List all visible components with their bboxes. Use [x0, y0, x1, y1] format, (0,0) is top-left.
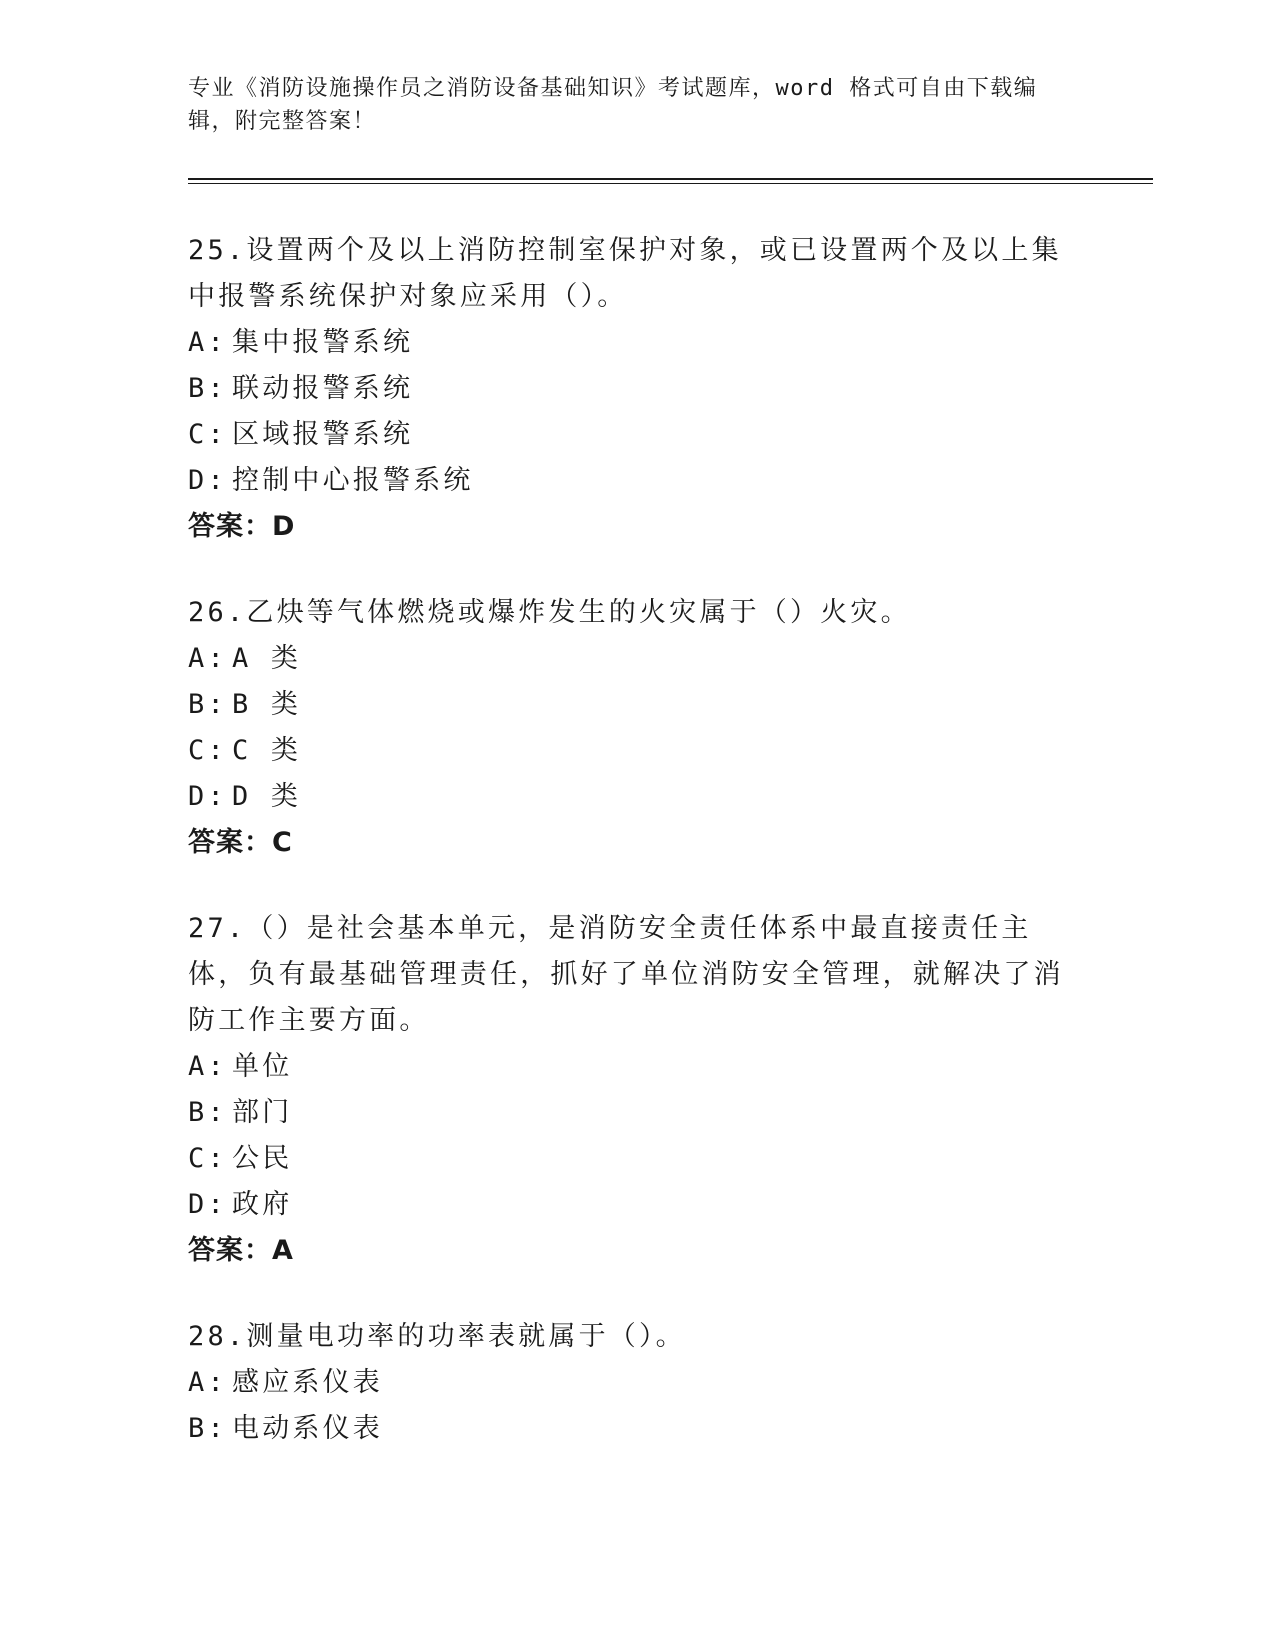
question-26 — [188, 590, 1088, 866]
option-label: C: — [188, 735, 227, 766]
option-text: D 类 — [232, 781, 302, 812]
option-a — [188, 636, 1088, 682]
header-divider-thin — [188, 183, 1153, 184]
option-c — [188, 728, 1088, 774]
option-b — [188, 366, 1088, 412]
option-b — [188, 1406, 1088, 1452]
option-a — [188, 1044, 1088, 1090]
option-label: A: — [188, 643, 227, 674]
question-27 — [188, 906, 1088, 1274]
option-d — [188, 458, 1088, 504]
question-text: 27.（）是社会基本单元，是消防安全责任体系中最直接责任主体，负有最基础管理责任，抓好了单位消防安全管理，就解决了消防工作主要方面。 — [188, 913, 1064, 1036]
answer: 答案：D — [188, 511, 296, 542]
option-label: B: — [188, 373, 227, 404]
option-label: D: — [188, 1189, 227, 1220]
option-label: C: — [188, 419, 227, 450]
option-label: B: — [188, 689, 227, 720]
option-label: A: — [188, 1367, 227, 1398]
option-label: A: — [188, 1051, 227, 1082]
question-25 — [188, 228, 1088, 550]
option-text: 区域报警系统 — [232, 419, 414, 450]
option-b — [188, 682, 1088, 728]
document-header — [188, 72, 1068, 138]
option-text: 感应系仪表 — [232, 1367, 383, 1398]
option-text: 政府 — [232, 1189, 293, 1220]
header-line-1: 专业《消防设施操作员之消防设备基础知识》考试题库，word 格式可自由下载编 — [188, 76, 1038, 101]
option-text: 部门 — [232, 1097, 293, 1128]
option-a — [188, 320, 1088, 366]
question-text: 26.乙炔等气体燃烧或爆炸发生的火灾属于（）火灾。 — [188, 597, 911, 628]
question-text: 25.设置两个及以上消防控制室保护对象，或已设置两个及以上集中报警系统保护对象应采用（）。 — [188, 235, 1062, 312]
option-text: 电动系仪表 — [232, 1413, 383, 1444]
option-a — [188, 1360, 1088, 1406]
option-text: 单位 — [232, 1051, 293, 1082]
option-text: 集中报警系统 — [232, 327, 414, 358]
option-label: D: — [188, 465, 227, 496]
option-text: A 类 — [232, 643, 302, 674]
header-line-2: 辑，附完整答案！ — [188, 109, 377, 134]
option-text: C 类 — [232, 735, 302, 766]
option-text: 公民 — [232, 1143, 293, 1174]
option-text: 联动报警系统 — [232, 373, 414, 404]
option-label: C: — [188, 1143, 227, 1174]
option-label: A: — [188, 327, 227, 358]
header-divider-thick — [188, 178, 1153, 180]
option-d — [188, 774, 1088, 820]
option-label: B: — [188, 1413, 227, 1444]
question-list — [188, 228, 1088, 1492]
option-c — [188, 1136, 1088, 1182]
answer: 答案：A — [188, 1235, 294, 1266]
option-label: D: — [188, 781, 227, 812]
option-text: B 类 — [232, 689, 302, 720]
option-label: B: — [188, 1097, 227, 1128]
option-b — [188, 1090, 1088, 1136]
question-28 — [188, 1314, 1088, 1452]
answer: 答案：C — [188, 827, 293, 858]
option-d — [188, 1182, 1088, 1228]
option-c — [188, 412, 1088, 458]
question-text: 28.测量电功率的功率表就属于（）。 — [188, 1321, 686, 1352]
option-text: 控制中心报警系统 — [232, 465, 474, 496]
